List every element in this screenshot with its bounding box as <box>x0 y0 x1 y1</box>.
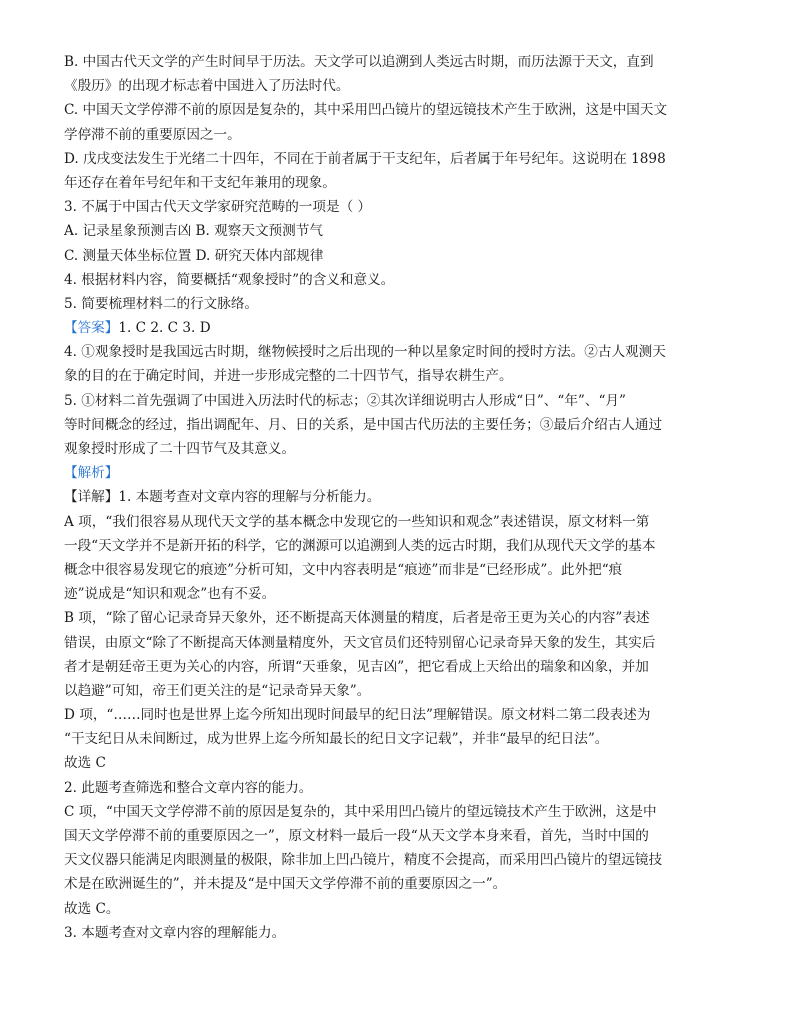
detail-2c-line-2: 国天文学停滞不前的重要原因之一”，原文材料一最后一段“从天文学本身来看，首先，当时中国的 <box>64 828 649 844</box>
detail-b-line-3: 者才是朝廷帝王更为关心的内容，所谓“天垂象，见吉凶”，把它看成上天给出的瑞象和凶象，并加 <box>64 658 649 675</box>
answer-text: 1. C 2. C 3. D <box>118 320 211 337</box>
option-d-line-1: D. 戊戌变法发生于光绪二十四年，不同在于前者属于干支纪年，后者属于年号纪年。这说明在 1898 <box>64 150 666 167</box>
detail-2c-line-4: 术是在欧洲诞生的”，并未提及“是中国天文学停滞不前的重要原因之一”。 <box>64 876 507 893</box>
option-d-line-2: 年还存在着年号纪年和干支纪年兼用的现象。 <box>64 174 336 191</box>
answer-tag: 【答案】 <box>64 320 119 337</box>
detail-a-line-2: 一段“天文学并不是新开拓的科学，它的渊源可以追溯到人类的远古时期，我们从现代天文学的基本 <box>64 537 656 554</box>
answer-4-line-1: 4. ①观象授时是我国远古时期，继物候授时之后出现的一种以星象定时间的授时方法。②古人观测天 <box>64 344 666 361</box>
question-5: 5. 简要梳理材料二的行文脉络。 <box>64 295 259 312</box>
answer-5-line-3: 观象授时形成了二十四节气及其意义。 <box>64 441 296 457</box>
answer-4-line-2: 象的目的在于确定时间，并进一步形成完整的二十四节气，指导农耕生产。 <box>64 368 513 385</box>
question-4: 4. 根据材料内容，简要概括“观象授时”的含义和意义。 <box>64 271 395 288</box>
detail-b-line-2: 错误，由原文“除了不断提高天体测量精度外，天文官员们还特别留心记录奇异天象的发生，其实后 <box>64 634 656 651</box>
question-3: 3. 不属于中国古代天文学家研究范畴的一项是（ ） <box>64 199 372 216</box>
detail-b-line-1: B 项，“除了留心记录奇异天象外，还不断提高天体测量的精度，后者是帝王更为关心的内容”表述 <box>64 610 650 627</box>
detail-d-line-1: D 项，“……同时也是世界上迄今所知出现时间最早的纪日法”理解错误。原文材料二第二段表述为 <box>64 707 651 724</box>
detail-2c-line-3: 天文仪器只能满足肉眼测量的极限，除非加上凹凸镜片，精度不会提高，而采用凹凸镜片的望远镜技 <box>64 852 663 869</box>
answer-5-line-1: 5. ①材料二首先强调了中国进入历法时代的标志；②其次详细说明古人形成“日”、“年”、“月” <box>64 392 626 409</box>
option-b-line-1: B. 中国古代天文学的产生时间早于历法。天文学可以追溯到人类远古时期，而历法源于天文，直到 <box>64 54 654 70</box>
option-c-line-2: 学停滞不前的重要原因之一。 <box>64 126 241 143</box>
detail-a-line-3: 概念中很容易发现它的痕迹”分析可知，文中内容表明是“痕迹”而非是“已经形成”。此外把“痕 <box>64 561 623 578</box>
detail-a-line-1: A 项，“我们很容易从现代天文学的基本概念中发现它的一些知识和观念”表述错误，原文材料一第 <box>64 513 650 530</box>
answer-line <box>64 316 730 340</box>
analysis-tag: 【解析】 <box>64 465 119 482</box>
detail-3-heading: 3. 本题考查对文章内容的理解能力。 <box>64 924 286 941</box>
detail-b-line-4: 以趋避”可知，帝王们更关注的是“记录奇异天象”。 <box>64 682 371 699</box>
document-page <box>64 50 730 945</box>
detail-2c-line-1: C 项，“中国天文学停滞不前的原因是复杂的，其中采用凹凸镜片的望远镜技术产生于欧洲，这是中 <box>64 803 657 820</box>
detail-d-line-2: “干支纪日从未间断过，成为世界上迄今所知最长的纪日文字记载”，并非“最早的纪日法”。 <box>64 731 609 748</box>
choice-2: 故选 C。 <box>64 900 120 917</box>
detail-a-line-4: 迹”说成是“知识和观念”也有不妥。 <box>64 586 276 603</box>
answer-5-line-2: 等时间概念的经过，指出调配年、月、日的关系，是中国古代历法的主要任务；③最后介绍古人通过 <box>64 416 663 433</box>
option-b-line-2: 《殷历》的出现才标志着中国进入了历法时代。 <box>64 78 350 95</box>
detail-heading: 【详解】1. 本题考查对文章内容的理解与分析能力。 <box>64 489 381 506</box>
choice-1: 故选 C <box>64 755 106 772</box>
analysis-line <box>64 461 730 485</box>
question-3-options-ab: A. 记录星象预测吉凶 B. 观察天文预测节气 <box>64 223 323 240</box>
option-c-line-1: C. 中国天文学停滞不前的原因是复杂的，其中采用凹凸镜片的望远镜技术产生于欧洲，这是中国天文 <box>64 102 668 119</box>
question-3-options-cd: C. 测量天体坐标位置 D. 研究天体内部规律 <box>64 247 324 264</box>
detail-2-heading: 2. 此题考查筛选和整合文章内容的能力。 <box>64 779 313 796</box>
